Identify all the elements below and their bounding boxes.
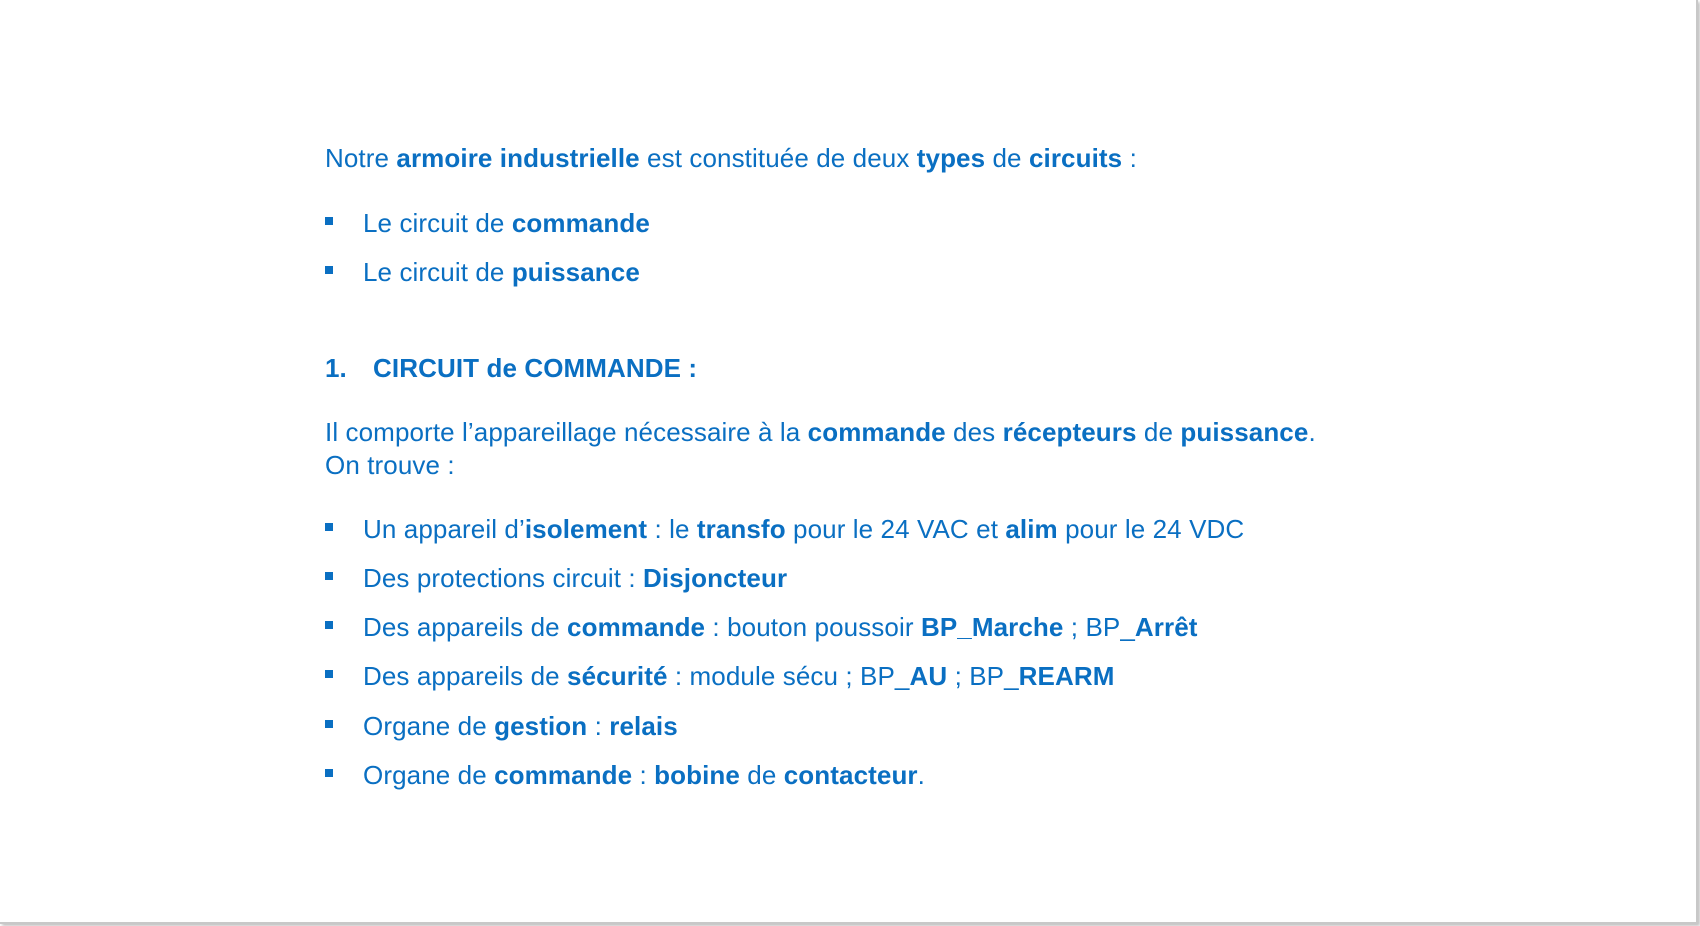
list-item-text: Des appareils de (363, 612, 568, 642)
list-item (325, 611, 1198, 643)
intro-bold: types (916, 143, 986, 173)
list-item-text: ; BP_ (1063, 612, 1135, 642)
intro-text: de (985, 143, 1029, 173)
description-text: des (945, 417, 1003, 447)
list-item-bold: isolement (524, 514, 648, 544)
list-item (325, 660, 1115, 692)
description-bold: puissance (1180, 417, 1309, 447)
description-text: . (1308, 417, 1316, 447)
list-item-text: : (587, 711, 610, 741)
list-item-text: Organe de (363, 760, 495, 790)
list-item-text: ; BP_ (947, 661, 1019, 691)
intro-text: : (1122, 143, 1137, 173)
list-item-text: de (739, 760, 784, 790)
list-item-bold: BP_Marche (920, 612, 1064, 642)
intro-text: Notre (325, 143, 397, 173)
list-item-text: pour le 24 VDC (1057, 514, 1245, 544)
list-item-text: . (917, 760, 925, 790)
list-item (325, 759, 925, 791)
square-bullet-icon (325, 572, 333, 580)
list-item-text: Le circuit de (363, 208, 512, 238)
list-item-text: : le (647, 514, 697, 544)
square-bullet-icon (325, 217, 333, 225)
list-item-bold: commande (567, 612, 706, 642)
square-bullet-icon (325, 523, 333, 531)
list-item-bold: AU (909, 661, 948, 691)
square-bullet-icon (325, 720, 333, 728)
list-item-bold: commande (511, 208, 650, 238)
description-bold: commande (807, 417, 946, 447)
list-item-text: Organe de (363, 711, 495, 741)
list-item-bold: puissance (511, 257, 640, 287)
list-item-text: Des appareils de (363, 661, 568, 691)
description-text: de (1136, 417, 1181, 447)
list-item-bold: bobine (654, 760, 740, 790)
list-item-text: : (632, 760, 655, 790)
square-bullet-icon (325, 621, 333, 629)
intro-bold: armoire industrielle (396, 143, 640, 173)
square-bullet-icon (325, 266, 333, 274)
list-item-text: Un appareil d’ (363, 514, 525, 544)
list-item-text: : bouton poussoir (705, 612, 921, 642)
list-item-text: pour le 24 VAC et (785, 514, 1006, 544)
list-item-bold: gestion (494, 711, 588, 741)
list-item (325, 207, 650, 239)
list-item-bold: alim (1005, 514, 1058, 544)
square-bullet-icon (325, 670, 333, 678)
description-bold: récepteurs (1002, 417, 1137, 447)
description-text: Il comporte l’appareillage nécessaire à la (325, 417, 808, 447)
list-item-text: Le circuit de (363, 257, 512, 287)
list-item (325, 562, 787, 594)
list-item-bold: contacteur (783, 760, 918, 790)
list-item-text: : module sécu ; BP_ (667, 661, 910, 691)
list-item (325, 256, 640, 288)
list-item-bold: relais (609, 711, 678, 741)
section-number: 1. (325, 353, 347, 383)
section-title: CIRCUIT de COMMANDE : (373, 353, 698, 383)
section-heading (325, 352, 697, 384)
list-item-text: Des protections circuit : (363, 563, 644, 593)
intro-text: est constituée de deux (639, 143, 917, 173)
list-item-bold: sécurité (567, 661, 668, 691)
description-line-2: On trouve : (325, 450, 455, 480)
list-item-bold: commande (494, 760, 633, 790)
intro-bold: circuits (1028, 143, 1123, 173)
list-item (325, 513, 1244, 545)
list-item-bold: transfo (696, 514, 786, 544)
list-item (325, 710, 678, 742)
description-paragraph (325, 416, 1316, 448)
intro-paragraph (325, 142, 1137, 174)
list-item-bold: REARM (1018, 661, 1115, 691)
list-item-bold: Arrêt (1134, 612, 1198, 642)
list-item-bold: Disjoncteur (643, 563, 788, 593)
square-bullet-icon (325, 769, 333, 777)
